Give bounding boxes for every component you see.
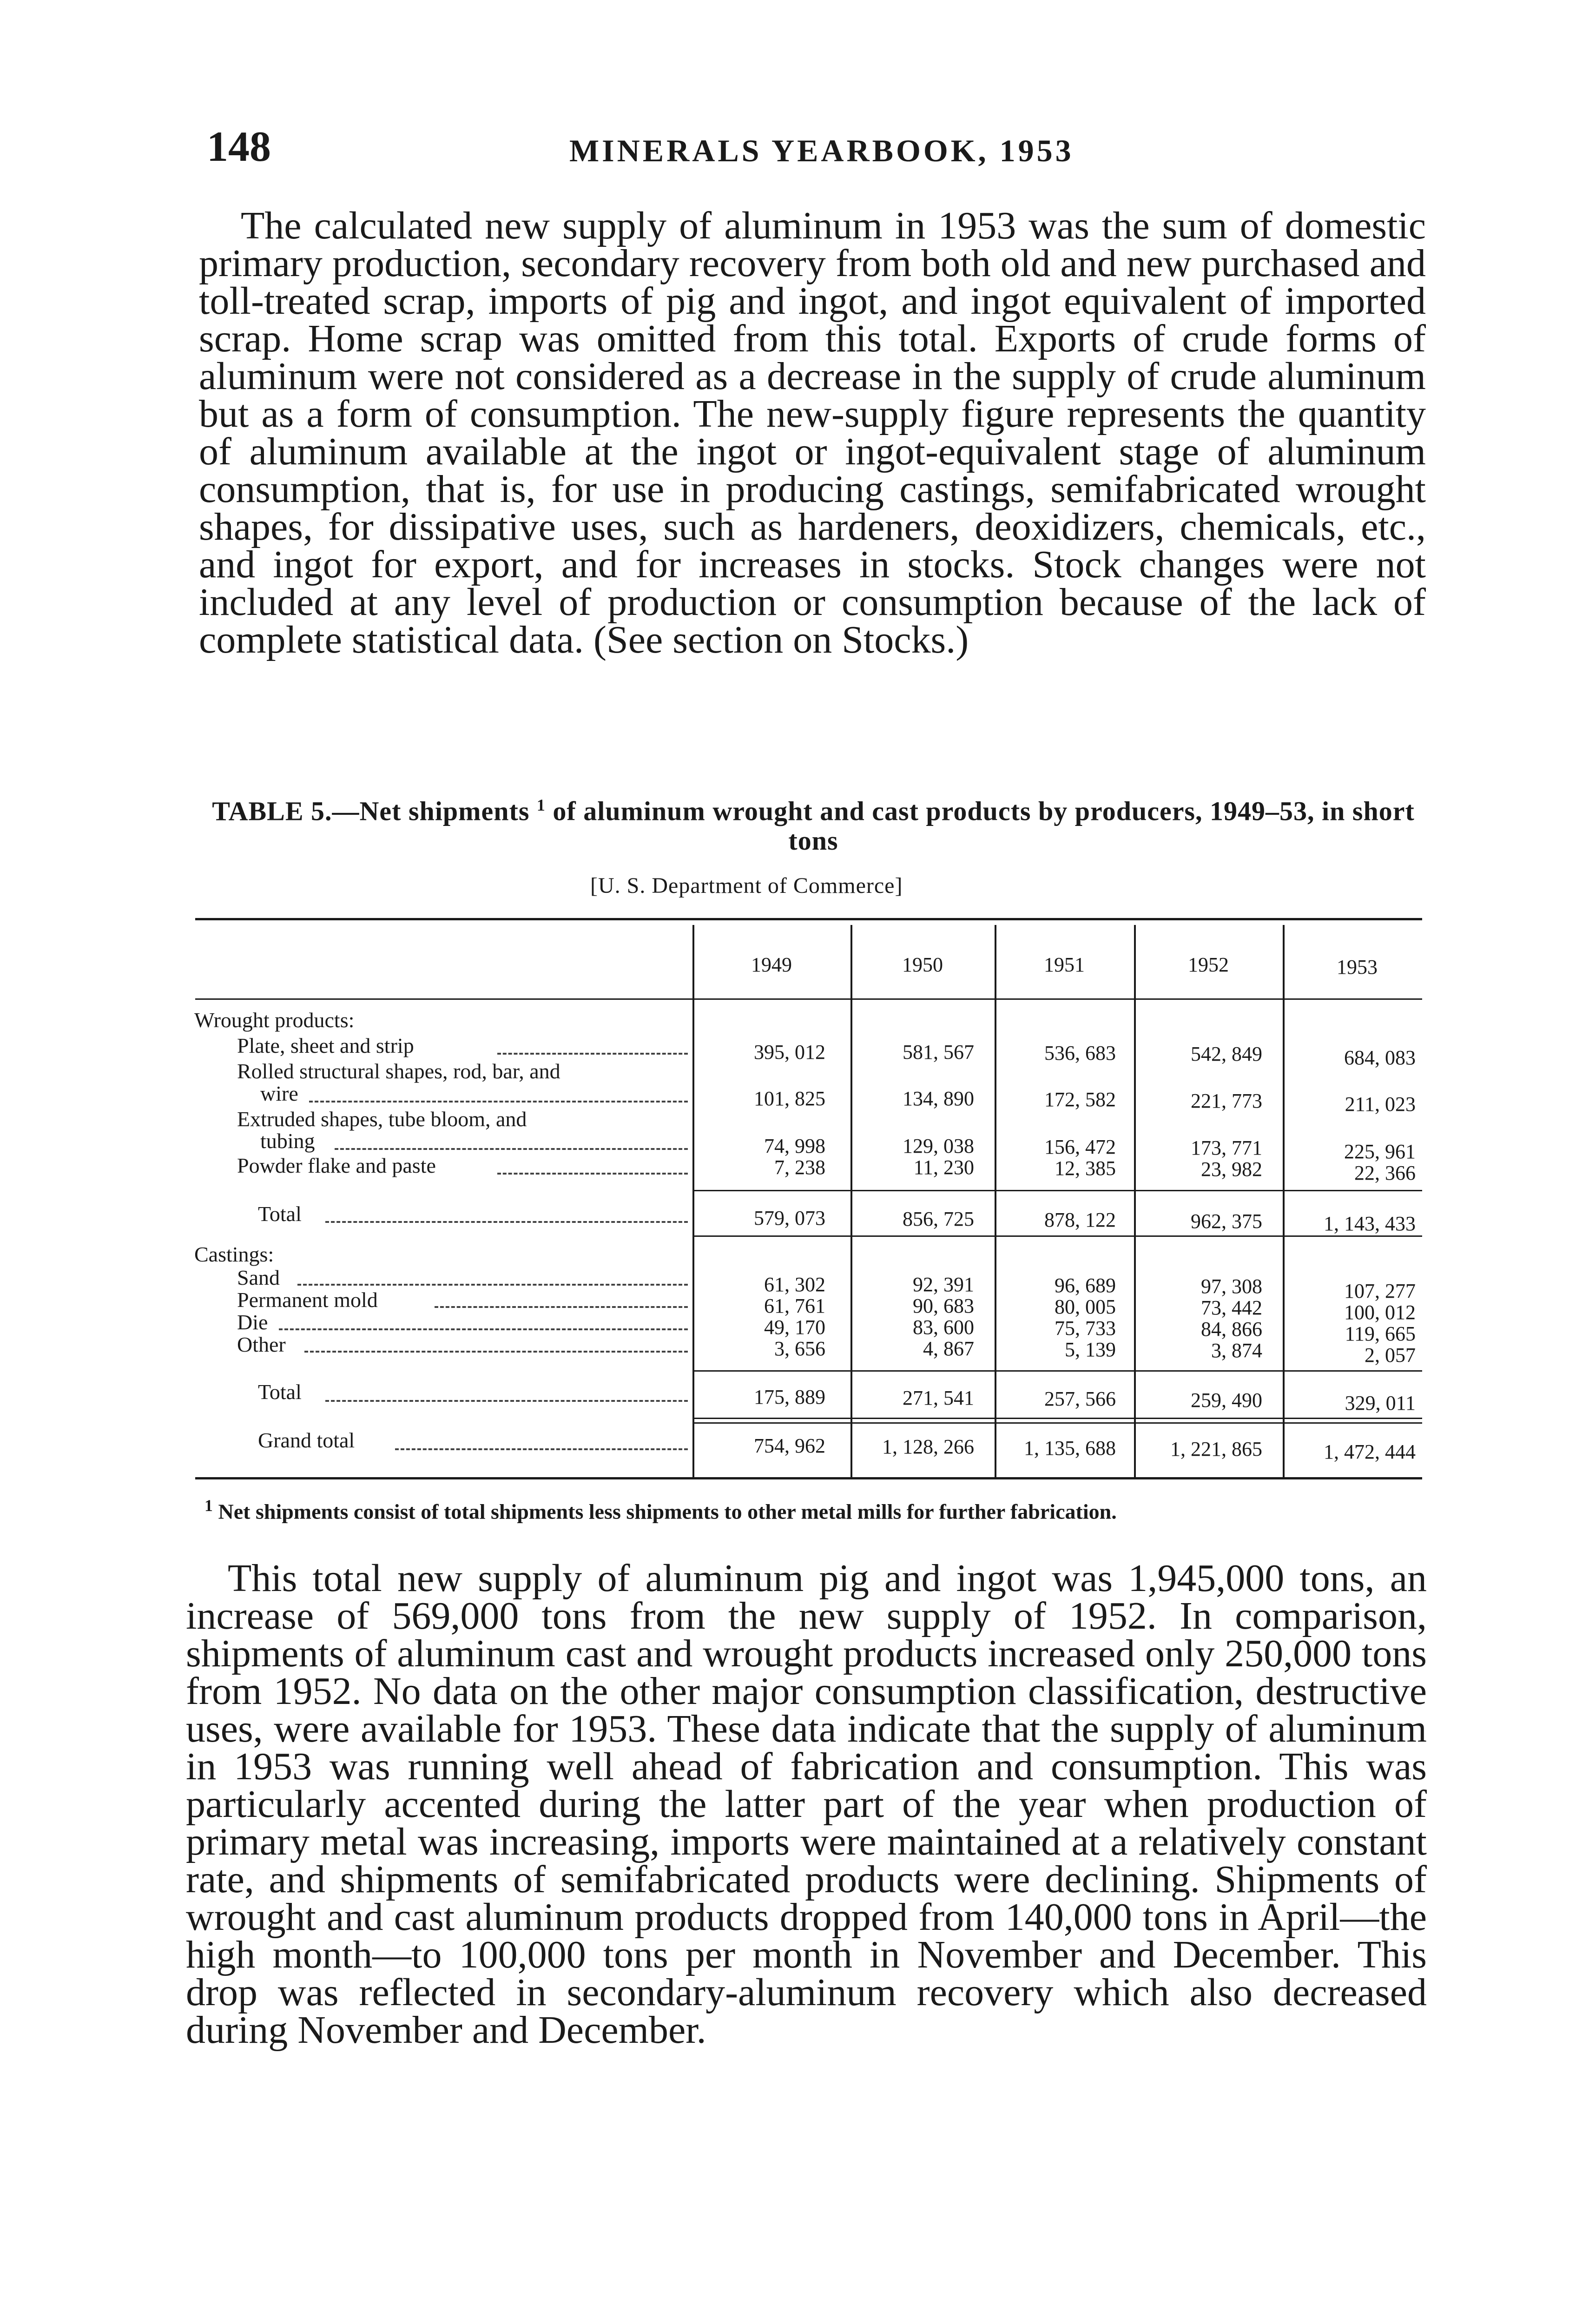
sand-1949: 61, 302 [764,1273,825,1296]
plate-1949: 395, 012 [754,1041,825,1063]
grand-total-rule [692,1418,1422,1419]
col-divider [1134,925,1136,1478]
castings-heading: Castings: [194,1242,274,1266]
grand-total-1951: 1, 135, 688 [1024,1437,1116,1459]
year-header-1949: 1949 [751,953,792,976]
plate-1953: 684, 083 [1344,1046,1416,1069]
row-label-powder: Powder flake and paste [237,1154,436,1177]
wrought-total-1951: 878, 122 [1044,1208,1116,1231]
row-label-rolled-1: Rolled structural shapes, rod, bar, and [237,1059,560,1083]
wrought-total-label: Total [258,1202,302,1226]
other-1950: 4, 867 [923,1337,974,1360]
intro-paragraph: The calculated new supply of aluminum in 1953 was the sum of domestic primary production, secondary recovery from both old and new purchased and toll-treated scrap, imports of pig and ingot, and ingot equivalent of imported scrap. Home scrap was omitted from this total. Exports of crude forms of aluminum were not considered as a decrease in the supply of crude aluminum but as a form of consumption. The new-supply figure represents the quantity of aluminum available at the ingot or ingot-equivalent stage of aluminum consumption, that is, for use in producing castings, semifabricated wrought shapes, for dissipative uses, such as hardeners, deoxidizers, chemicals, etc., and ingot for export, and for increases in stocks. Stock changes were not included at any level of production or consumption because of the lack of complete statistical data. (See section on Stocks.) [199,204,1426,661]
year-header-1953: 1953 [1337,956,1378,978]
row-label-extruded-1: Extruded shapes, tube bloom, and [237,1107,527,1131]
supply-paragraph: This total new supply of aluminum pig and ingot was 1,945,000 tons, an increase of 569,000 tons from the new supply of 1952. In comparison, shipments of aluminum cast and wrought products increased only 250,000 tons from 1952. No data on the other major consumption classification, destructive uses, were available for 1953. These data indicate that the supply of aluminum in 1953 was running well ahead of fabrication and consumption. This was particularly accented during the latter part of the year when production of primary metal was increasing, imports were maintained at a relatively constant rate, and shipments of semifabricated products were declining. Shipments of wrought and cast aluminum products dropped from 140,000 tons in April—the high month—to 100,000 tons per month in November and December. This drop was reflected in secondary-aluminum recovery which also decreased during November and December. [186,1557,1427,2052]
castings-total-1951: 257, 566 [1044,1387,1116,1410]
sand-1952: 97, 308 [1201,1275,1262,1298]
grand-total-1952: 1, 221, 865 [1170,1438,1262,1460]
other-1952: 3, 874 [1211,1339,1262,1362]
sand-1951: 96, 689 [1055,1274,1116,1297]
wrought-total-bottom-rule [692,1235,1422,1237]
plate-1950: 581, 567 [903,1041,974,1063]
powder-1951: 12, 385 [1055,1157,1116,1180]
permanent-1950: 90, 683 [913,1294,974,1317]
col-divider [692,925,694,1478]
extruded-1950: 129, 038 [903,1135,974,1157]
leader-dots [309,1101,688,1103]
wrought-total-1949: 579, 073 [754,1207,825,1229]
row-label-other: Other [237,1333,286,1356]
year-header-1950: 1950 [902,953,943,976]
permanent-1953: 100, 012 [1344,1301,1416,1324]
row-label-sand: Sand [237,1266,280,1289]
footnote-text: Net shipments consist of total shipments less shipments to other metal mills for further fabrication. [218,1499,1117,1524]
table-source: [U. S. Department of Commerce] [590,873,903,898]
sand-1950: 92, 391 [913,1273,974,1296]
row-label-plate: Plate, sheet and strip [237,1034,414,1057]
row-label-rolled-2: wire [260,1082,298,1105]
wrought-total-1953: 1, 143, 433 [1324,1212,1416,1235]
plate-1952: 542, 849 [1191,1043,1262,1065]
plate-1951: 536, 683 [1044,1042,1116,1064]
grand-total-1949: 754, 962 [754,1434,825,1457]
leader-dots [325,1400,688,1402]
rolled-1952: 221, 773 [1191,1089,1262,1112]
leader-dots [304,1351,688,1353]
grand-total-rule-2 [692,1422,1422,1424]
table-title [195,790,1431,856]
col-divider [850,925,852,1478]
castings-total-rule [692,1370,1422,1372]
year-header-1951: 1951 [1044,953,1085,976]
leader-dots [279,1328,688,1330]
grand-total-1950: 1, 128, 266 [882,1435,974,1458]
row-label-permanent: Permanent mold [237,1288,378,1312]
leader-dots [335,1148,688,1150]
header-bottom-rule [195,998,1422,1000]
die-1952: 84, 866 [1201,1318,1262,1340]
die-1951: 75, 733 [1055,1317,1116,1340]
year-header-1952: 1952 [1188,953,1229,976]
wrought-total-1952: 962, 375 [1191,1210,1262,1233]
other-1953: 2, 057 [1365,1344,1416,1367]
rolled-1951: 172, 582 [1044,1088,1116,1111]
table-footnote [204,1496,1117,1524]
table-top-rule [195,918,1422,920]
col-divider [995,925,996,1478]
other-1951: 5, 139 [1065,1338,1116,1361]
grand-total-label: Grand total [258,1428,355,1452]
sand-1953: 107, 277 [1344,1280,1416,1302]
castings-total-1953: 329, 011 [1345,1392,1416,1414]
permanent-1951: 80, 005 [1055,1295,1116,1318]
castings-total-1952: 259, 490 [1191,1389,1262,1412]
castings-total-label: Total [258,1380,302,1404]
running-title: MINERALS YEARBOOK, 1953 [569,133,1074,168]
rolled-1949: 101, 825 [754,1087,825,1110]
extruded-1951: 156, 472 [1044,1136,1116,1158]
castings-total-1949: 175, 889 [754,1386,825,1408]
col-divider [1283,925,1285,1478]
grand-total-1953: 1, 472, 444 [1324,1440,1416,1463]
extruded-1952: 173, 771 [1191,1136,1262,1159]
die-1953: 119, 665 [1345,1322,1416,1345]
row-label-die: Die [237,1310,268,1334]
rolled-1953: 211, 023 [1345,1093,1416,1116]
die-1950: 83, 600 [913,1316,974,1339]
table-bottom-rule [195,1477,1422,1479]
table-title-footnote-mark: 1 [536,796,546,814]
leader-dots [497,1053,688,1055]
powder-1953: 22, 366 [1354,1162,1416,1184]
other-1949: 3, 656 [774,1337,825,1360]
powder-1952: 23, 982 [1201,1158,1262,1181]
wrought-total-1950: 856, 725 [903,1208,974,1230]
footnote-mark: 1 [204,1496,213,1515]
page-number: 148 [207,123,271,170]
wrought-total-rule [692,1190,1422,1191]
permanent-1952: 73, 442 [1201,1296,1262,1319]
leader-dots [297,1284,688,1286]
leader-dots [497,1173,688,1175]
row-label-extruded-2: tubing [260,1129,315,1153]
leader-dots [435,1306,688,1308]
die-1949: 49, 170 [764,1316,825,1339]
castings-total-1950: 271, 541 [903,1386,974,1409]
rolled-1950: 134, 890 [903,1087,974,1110]
table-title-part1: TABLE 5.—Net shipments [212,796,530,826]
leader-dots [395,1448,688,1450]
extruded-1953: 225, 961 [1344,1140,1416,1163]
extruded-1949: 74, 998 [764,1135,825,1157]
powder-1949: 7, 238 [774,1156,825,1179]
leader-dots [325,1221,688,1223]
powder-1950: 11, 230 [913,1156,974,1179]
wrought-heading: Wrought products: [194,1008,355,1032]
table-title-part2: of aluminum wrought and cast products by producers, 1949–53, in short tons [553,796,1415,856]
permanent-1949: 61, 761 [764,1294,825,1317]
